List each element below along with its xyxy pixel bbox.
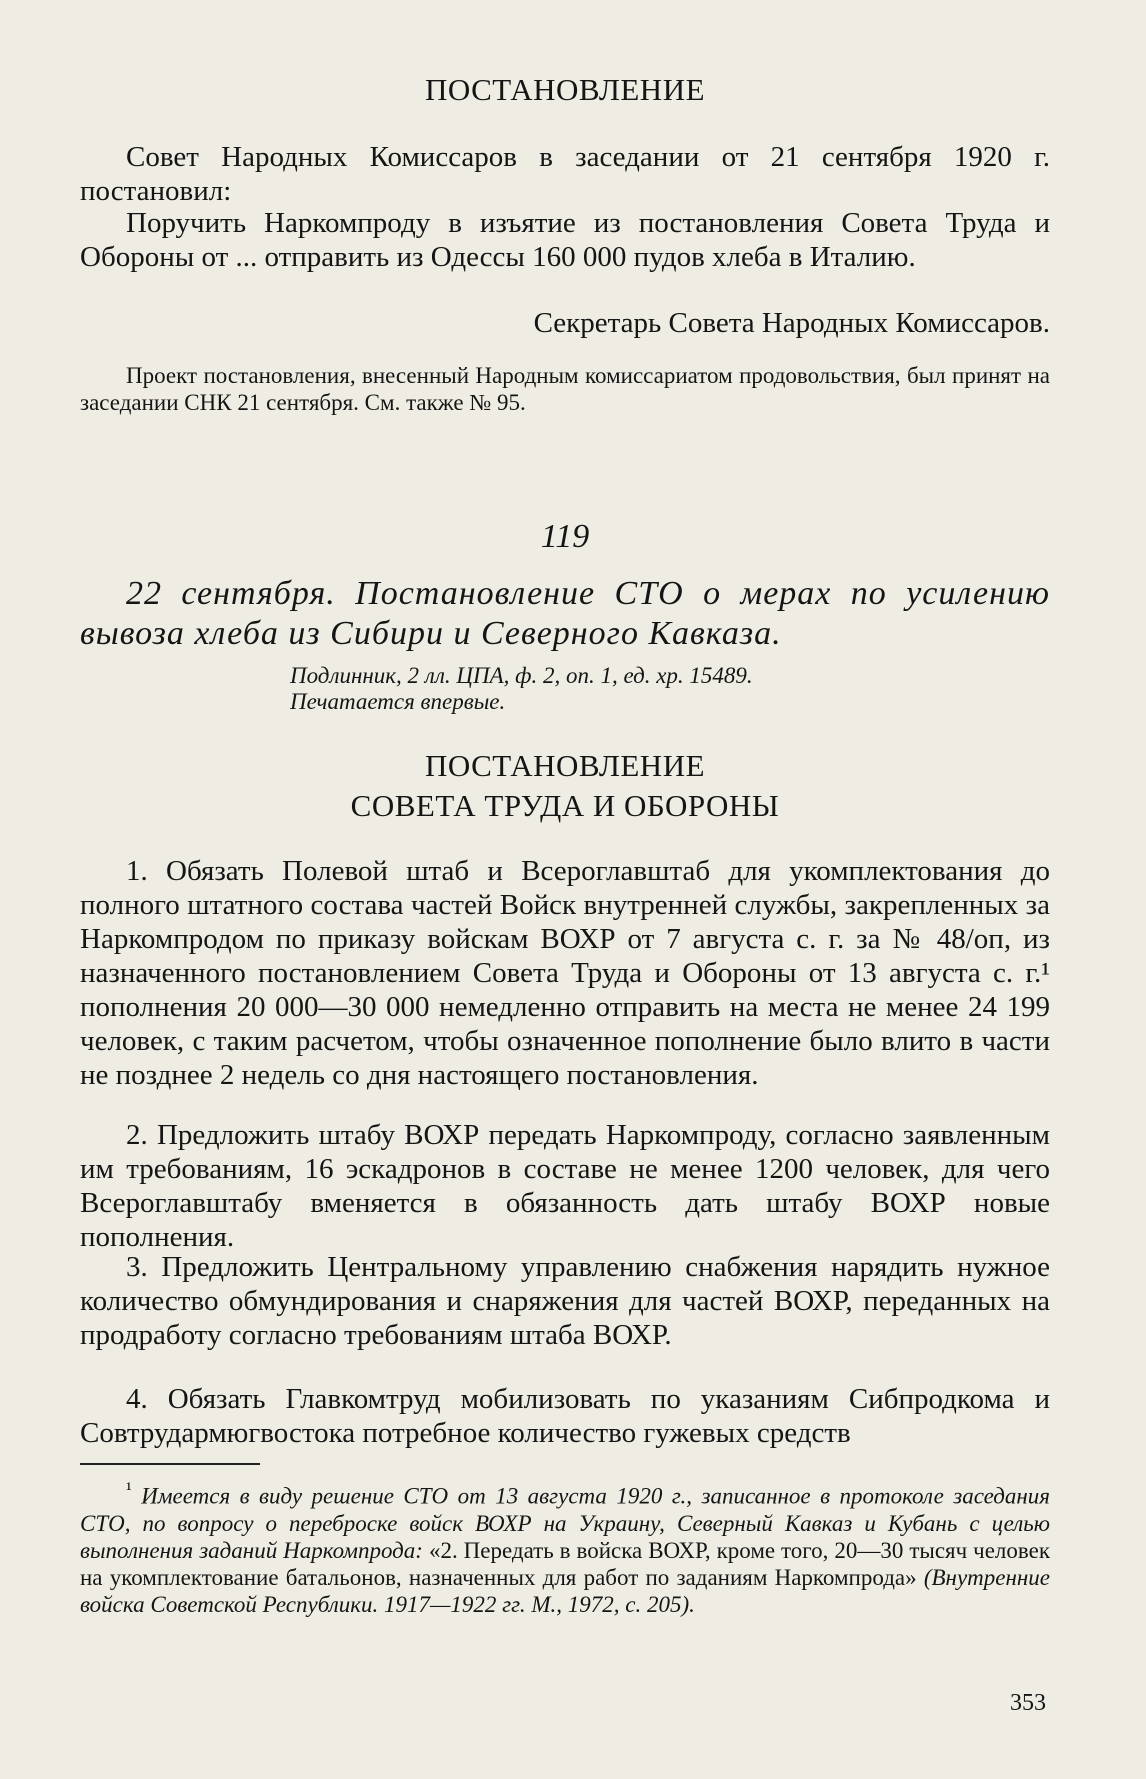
resolution-signature: Секретарь Совета Народных Комиссаров. (533, 307, 1050, 339)
footnote-quote: «2. Передать в войска ВОХР, кроме того, 20—30 тысяч человек на укомплектование батальонов, назначенных для работ по заданиям Наркомпрода» (80, 1537, 1051, 1590)
footnote (80, 1476, 1050, 1618)
page-number: 353 (1010, 1690, 1046, 1716)
paragraph-1: 1. Обязать Полевой штаб и Всероглавштаб для укомплектования до полного штатного состава частей Войск внутренней службы, закрепленных за Наркомпродом по приказу войскам ВОХР от 7 августа с. г. за № 48/оп, из назначенного постановлением Совета Труда и Обороны от 13 августа с. г.¹ пополнения 20 000—30 000 немедленно отправить на места не менее 24 199 человек, с таким расчетом, чтобы означенное пополнение было влито в части не позднее 2 недель со дня настоящего постановления. (80, 855, 1050, 1091)
resolution-note: Проект постановления, внесенный Народным комиссариатом продовольствия, был принят на заседании СНК 21 сентября. См. также № 95. (80, 363, 1050, 415)
resolution-order: Поручить Наркомпроду в изъятие из постановления Совета Труда и Обороны от ... отправить из Одессы 160 000 пудов хлеба в Италию. (80, 207, 1050, 273)
document-title: 22 сентября. Постановление СТО о мерах по усилению вывоза хлеба из Сибири и Северного Кавказа. (80, 575, 1050, 652)
paragraph-4: 4. Обязать Главкомтруд мобилизовать по указаниям Сибпродкома и Совтрудармюгвостока потребное количество гужевых средств (80, 1383, 1050, 1449)
source-line-2: Печатается впервые. (290, 689, 506, 714)
paragraph-3: 3. Предложить Центральному управлению снабжения нарядить нужное количество обмундирования и снаряжения для частей ВОХР, переданных на продработу согласно требованиям штаба ВОХР. (80, 1251, 1050, 1351)
footnote-italic-2: (Внутренние войска Советской Республики. 1917—1922 гг. М., 1972, с. 205). (80, 1564, 1051, 1617)
sto-heading-line-1: ПОСТАНОВЛЕНИЕ (424, 748, 706, 783)
paragraph-2: 2. Предложить штабу ВОХР передать Наркомпроду, согласно заявленным им требованиям, 16 эскадронов в составе не менее 1200 человек, для чего Всероглавштабу вменяется в обязанность дать штабу ВОХР новые пополнения. (80, 1119, 1050, 1253)
resolution-intro: Совет Народных Комиссаров в заседании от 21 сентября 1920 г. постановил: (80, 141, 1050, 207)
footnote-marker: ¹ (126, 1479, 132, 1500)
document-number: 119 (540, 518, 590, 555)
footnote-italic-1: Имеется в виду решение СТО от 13 августа 1920 г., записанное в протоколе заседания СТО, по вопросу о переброске войск ВОХР на Украину, Северный Кавказ и Кубань с целью выполнения заданий Наркомпрода: (80, 1483, 1050, 1563)
resolution-heading: ПОСТАНОВЛЕНИЕ (424, 72, 706, 107)
source-line-1: Подлинник, 2 лл. ЦПА, ф. 2, оп. 1, ед. хр. 15489. (290, 663, 753, 688)
footnote-divider (80, 1463, 260, 1465)
sto-heading-line-2: СОВЕТА ТРУДА И ОБОРОНЫ (350, 788, 780, 823)
